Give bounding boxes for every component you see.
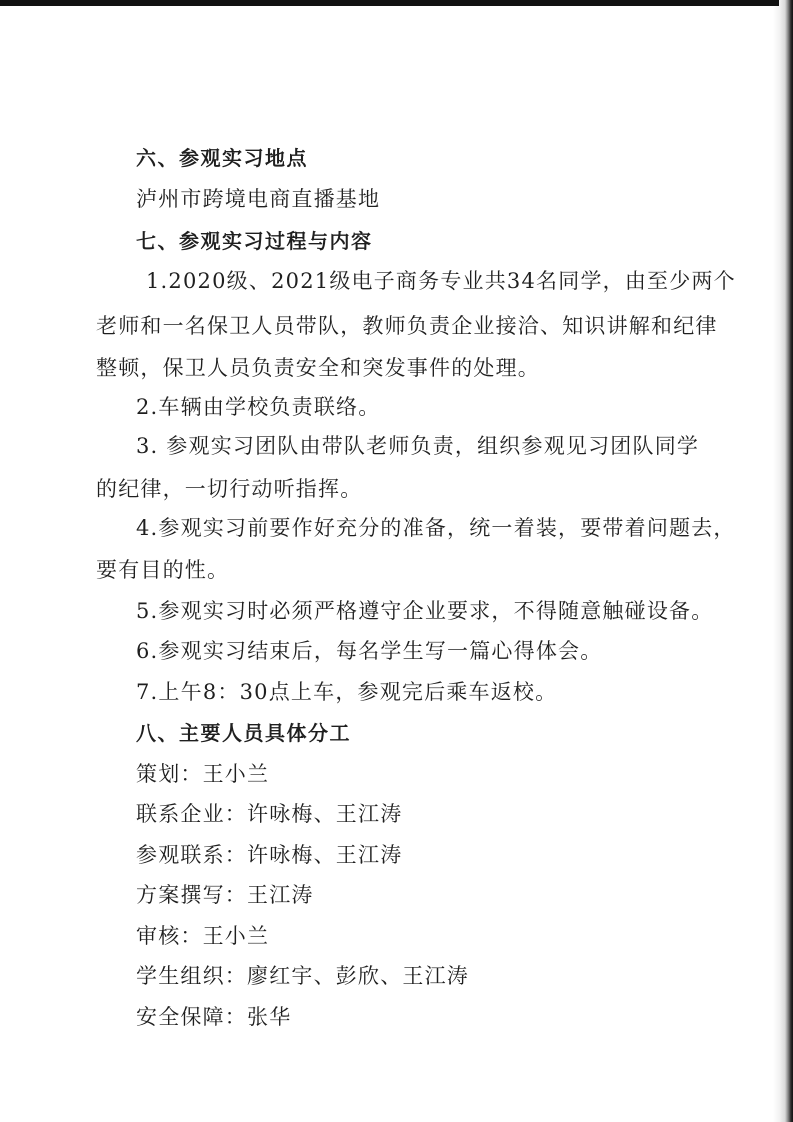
role-review: 审核：王小兰 xyxy=(136,924,270,948)
section-6-location: 泸州市跨境电商直播基地 xyxy=(136,187,381,211)
item-1-line-2: 老师和一名保卫人员带队，教师负责企业接洽、知识讲解和纪律 xyxy=(96,314,718,338)
section-6-heading: 六、参观实习地点 xyxy=(136,146,308,170)
item-5-line-1: 5.参观实习时必须严格遵守企业要求，不得随意触碰设备。 xyxy=(136,599,714,623)
item-4-line-2: 要有目的性。 xyxy=(96,558,230,582)
item-3-line-2: 的纪律，一切行动听指挥。 xyxy=(96,477,363,501)
item-6-line-1: 6.参观实习结束后，每名学生写一篇心得体会。 xyxy=(136,639,603,663)
role-plan-writing: 方案撰写：王江涛 xyxy=(136,883,314,907)
item-2-line-1: 2.车辆由学校负责联络。 xyxy=(136,395,381,419)
role-planning: 策划：王小兰 xyxy=(136,762,270,786)
role-safety: 安全保障：张华 xyxy=(136,1005,292,1029)
role-student-organization: 学生组织：廖红宇、彭欣、王江涛 xyxy=(136,964,469,988)
item-1-line-3: 整顿，保卫人员负责安全和突发事件的处理。 xyxy=(96,356,540,380)
role-enterprise-contact: 联系企业：许咏梅、王江涛 xyxy=(136,802,403,826)
item-1-line-1: 1.2020级、2021级电子商务专业共34名同学，由至少两个 xyxy=(146,269,736,293)
item-7-line-1: 7.上午8：30点上车，参观完后乘车返校。 xyxy=(136,680,558,704)
section-8-heading: 八、主要人员具体分工 xyxy=(136,721,351,745)
item-4-line-1: 4.参观实习前要作好充分的准备，统一着装，要带着问题去， xyxy=(136,516,736,540)
section-7-heading: 七、参观实习过程与内容 xyxy=(136,229,373,253)
role-visit-contact: 参观联系：许咏梅、王江涛 xyxy=(136,843,403,867)
item-3-line-1: 3. 参观实习团队由带队老师负责，组织参观见习团队同学 xyxy=(136,434,700,458)
